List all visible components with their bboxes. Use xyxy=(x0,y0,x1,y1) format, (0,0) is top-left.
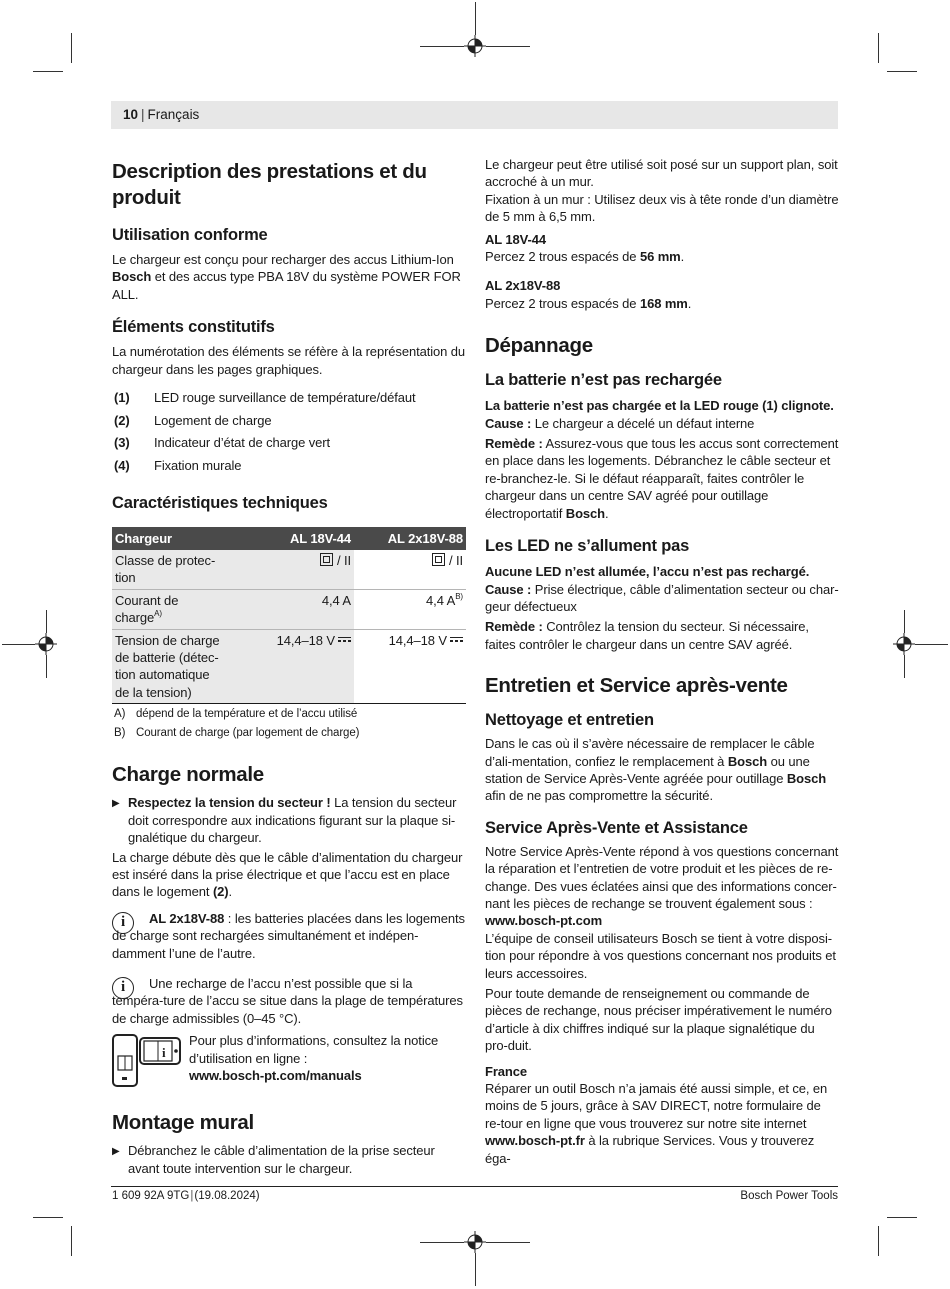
crop-mark xyxy=(486,1242,530,1243)
paragraph: La numérotation des éléments se réfère à la représentation du chargeur dans les pages graphiques. xyxy=(112,344,466,377)
paragraph: Percez 2 trous espacés de 168 mm. xyxy=(485,295,692,311)
registration-mark-icon xyxy=(893,633,915,655)
paragraph: Réparer un outil Bosch n’a jamais été aussi simple, et ce, en moins de 5 jours, grâce à SAV DIRECT, notre formulaire de re-tour en ligne que vous trouverez sur notre site internet www.bosch-pt.fr à la rubrique Services. Vous y trouverez éga- xyxy=(485,1081,828,1166)
paragraph: La charge débute dès que le câble d’alimentation du chargeur est inséré dans la prise électrique et que l’accu est en place dans le logement (2). xyxy=(112,849,463,900)
registration-mark-icon xyxy=(35,633,57,655)
subsection-title: Utilisation conforme xyxy=(112,226,268,244)
paragraph: Notre Service Après-Vente répond à vos questions concernant la réparation et l’entretien de votre produit et les pièces de re-change. Des vues éclatées ainsi que des informations concer-nant les pièces de rechange se trouvent également sous : xyxy=(485,843,839,911)
footnote: A) dépend de la température et de l’accu utilisé xyxy=(114,708,358,721)
subsection-title: Éléments constitutifs xyxy=(112,318,275,337)
table-header-row xyxy=(112,527,466,550)
spec-table xyxy=(112,527,466,704)
doc-number: 1 609 92A 9TG xyxy=(112,1190,190,1202)
footer-doc-info: 1 609 92A 9TG|(19.08.2024) xyxy=(112,1190,260,1202)
component-list xyxy=(112,387,466,477)
paragraph: Le chargeur est conçu pour recharger des accus Lithium-Ion Bosch et des accus type PBA 18V du système POWER FOR ALL. xyxy=(112,252,461,302)
remedy-line: Remède : Contrôlez la tension du secteur. Si nécessaire, faites contrôler le chargeur dans un centre SAV agréé. xyxy=(485,619,809,652)
arrow-bullet-icon: ▶ xyxy=(112,1146,120,1158)
crop-mark xyxy=(904,610,905,633)
manual-link[interactable]: www.bosch-pt.com/manuals xyxy=(189,1067,362,1083)
remedy-line: Remède : Assurez-vous que tous les accus sont correctement en place dans les logements. Débranchez le câble secteur et re-branchez-le. Si le défaut réapparaît, faites contrôler le chargeur dans un centre SAV agréé pour outillage électroportatif Bosch. xyxy=(485,436,839,521)
crop-mark xyxy=(486,46,530,47)
right-column xyxy=(485,156,839,1167)
crop-mark xyxy=(420,46,464,47)
registration-mark-icon xyxy=(464,1231,486,1253)
list-item: (2) Logement de charge xyxy=(114,412,272,428)
doc-date: (19.08.2024) xyxy=(194,1190,260,1202)
cause-line: Cause : Prise électrique, câble d’alimentation secteur ou char-geur défectueux xyxy=(485,581,839,614)
crop-mark xyxy=(475,1253,476,1286)
table-cell: Courant de charge$^{A)}$ xyxy=(112,589,230,629)
table-row xyxy=(112,589,466,629)
crop-mark xyxy=(33,1217,63,1218)
protection-class-icon xyxy=(320,553,333,566)
country-title: France xyxy=(485,1063,528,1079)
list-item: (4) Fixation murale xyxy=(114,457,242,473)
crop-mark xyxy=(2,644,35,645)
table-footnotes xyxy=(112,705,466,743)
crop-mark xyxy=(46,655,47,678)
manual-online-icon xyxy=(112,1032,188,1088)
section-title: Charge normale xyxy=(112,763,264,787)
problem-statement: Aucune LED n’est allumée, l’accu n’est pas rechargé. xyxy=(485,564,810,580)
table-cell: Classe de protec-tion xyxy=(112,550,230,589)
crop-mark xyxy=(878,33,879,63)
france-link[interactable]: www.bosch-pt.fr xyxy=(485,1133,585,1149)
section-title: Dépannage xyxy=(485,334,593,358)
section-title: Montage mural xyxy=(112,1111,254,1135)
dc-symbol-icon xyxy=(338,637,351,642)
cause-line: Cause : Le chargeur a décelé un défaut interne xyxy=(485,415,755,431)
arrow-bullet-icon: ▶ xyxy=(112,798,120,810)
model-title: AL 2x18V-88 xyxy=(485,278,561,294)
table-row xyxy=(112,550,466,589)
crop-mark xyxy=(915,644,948,645)
page-number: 10 xyxy=(123,107,139,122)
manual-note-text: Pour plus d’informations, consultez la notice d’utilisation en ligne : xyxy=(189,1033,439,1066)
crop-mark xyxy=(71,1226,72,1256)
crop-mark xyxy=(904,655,905,678)
crop-mark xyxy=(475,2,476,35)
table-header-cell: AL 2x18V-88 xyxy=(354,527,466,550)
table-row xyxy=(112,629,466,704)
crop-mark xyxy=(46,610,47,633)
dc-symbol-icon xyxy=(450,637,463,642)
paragraph: Percez 2 trous espacés de 56 mm. xyxy=(485,249,685,265)
table-header-cell: Chargeur xyxy=(112,527,230,550)
info-note: i AL 2x18V-88 : les batteries placées dans les logements de charge sont rechargées simultanément et indépen-damment l’une de l’autre. xyxy=(112,910,465,961)
table-cell: / II xyxy=(230,550,354,589)
list-item: (3) Indicateur d’état de charge vert xyxy=(114,435,331,451)
crop-mark xyxy=(878,1226,879,1256)
table-cell: Tension de charge de batterie (détec-tion automatique de la tension) xyxy=(112,629,230,704)
table-header-cell: AL 18V-44 xyxy=(230,527,354,550)
crop-mark xyxy=(33,71,63,72)
list-item: (1) LED rouge surveillance de température/défaut xyxy=(114,390,416,406)
subsection-title: La batterie n’est pas rechargée xyxy=(485,371,722,390)
warning-bullet: ▶ Respectez la tension du secteur ! La tension du secteur doit correspondre aux indications figurant sur la plaque si-gnalétique du chargeur. xyxy=(112,795,457,846)
crop-mark xyxy=(887,71,917,72)
crop-mark xyxy=(887,1217,917,1218)
subsection-title: Nettoyage et entretien xyxy=(485,711,654,730)
footer-brand: Bosch Power Tools xyxy=(740,1190,838,1202)
registration-mark-icon xyxy=(464,35,486,57)
section-title: Description des prestations et du produit xyxy=(112,160,427,209)
protection-class-icon xyxy=(432,553,445,566)
section-title: Entretien et Service après-vente xyxy=(485,674,788,698)
table-cell: 14,4–18 V xyxy=(230,629,354,704)
paragraph: Fixation à un mur : Utilisez deux vis à tête ronde d’un diamètre de 5 mm à 6,5 mm. xyxy=(485,191,839,225)
table-cell: 4,4 $A^{B)}$ xyxy=(354,589,466,629)
warning-bullet: ▶ Débranchez le câble d’alimentation de la prise secteur avant toute intervention sur le chargeur. xyxy=(112,1143,435,1176)
subsection-title: Service Après-Vente et Assistance xyxy=(485,818,748,837)
svg-text:i: i xyxy=(162,1045,166,1061)
page-header: 10 | Français xyxy=(111,101,838,129)
info-note: i Une recharge de l’accu n’est possible que si la tempéra-ture de l’accu se situe dans la plage de températures de charge admissibles (0–45 °C). xyxy=(112,975,463,1026)
subsection-title: Les LED ne s’allument pas xyxy=(485,537,690,556)
paragraph: L’équipe de conseil utilisateurs Bosch se tient à votre disposi-tion pour répondre à vos questions concernant nos produits et leurs accessoires. xyxy=(485,930,836,981)
crop-mark xyxy=(420,1242,464,1243)
service-link[interactable]: www.bosch-pt.com xyxy=(485,913,603,929)
footer-rule xyxy=(111,1186,838,1187)
table-cell: / II xyxy=(354,550,466,589)
table-cell: 14,4–18 V xyxy=(354,629,466,704)
paragraph: Dans le cas où il s’avère nécessaire de remplacer le câble d’ali-mentation, confiez le remplacement à Bosch ou une station de Service Après-Vente agréée pour outillage Bosch afin de ne pas compromettre la sécurité. xyxy=(485,736,827,804)
model-title: AL 18V-44 xyxy=(485,231,547,247)
info-icon: i xyxy=(112,912,134,934)
manual-note xyxy=(112,1032,466,1088)
footnote: B) Courant de charge (par logement de charge) xyxy=(114,727,360,740)
paragraph: Le chargeur peut être utilisé soit posé sur un support plan, soit accroché à un mur. xyxy=(485,157,838,190)
language-label: Français xyxy=(147,107,200,122)
left-column xyxy=(112,156,466,1177)
crop-mark xyxy=(71,33,72,63)
paragraph: Pour toute demande de renseignement ou commande de pièces de rechange, nous préciser impérativement le numéro d’article à dix chiffres indiqué sur la plaque signalétique du pro-duit. xyxy=(485,986,832,1054)
subsection-title: Caractéristiques techniques xyxy=(112,494,328,513)
info-icon: i xyxy=(112,977,134,999)
problem-statement: La batterie n’est pas chargée et la LED rouge (1) clignote. xyxy=(485,398,834,414)
table-cell: 4,4 A xyxy=(230,589,354,629)
